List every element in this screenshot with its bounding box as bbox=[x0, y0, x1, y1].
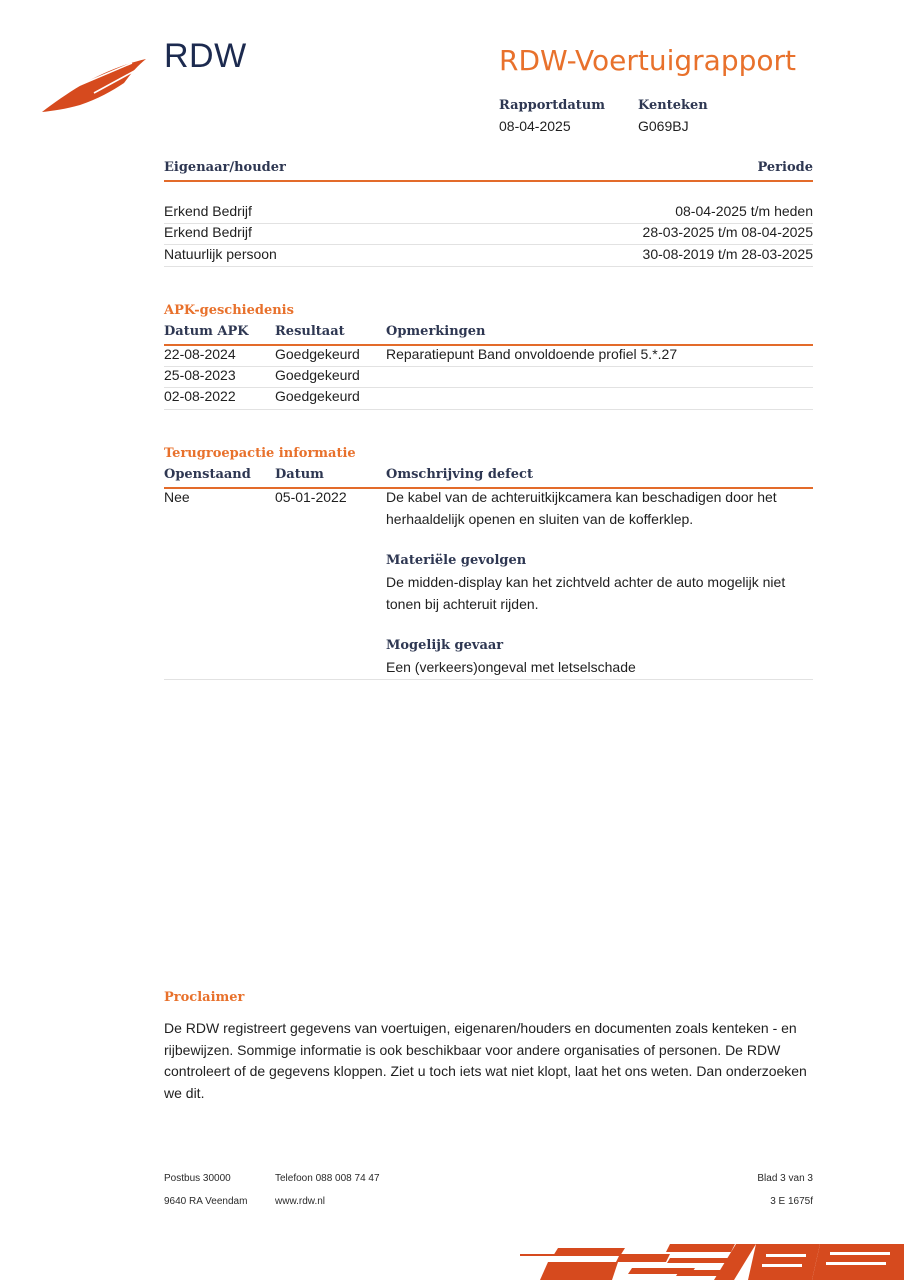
recall-defect-line: herhaaldelijk openen en sluiten van de kofferklep. bbox=[386, 511, 694, 527]
row-divider bbox=[164, 387, 813, 388]
row-divider bbox=[164, 244, 813, 245]
row-divider bbox=[164, 679, 813, 680]
owner-cell: Erkend Bedrijf bbox=[164, 224, 252, 240]
owner-column-header: Eigenaar/houder bbox=[164, 160, 286, 175]
footer-website-link[interactable]: www.rdw.nl bbox=[275, 1196, 326, 1207]
period-cell: 08-04-2025 t/m heden bbox=[675, 203, 813, 219]
apk-result-cell: Goedgekeurd bbox=[275, 346, 360, 362]
apk-result-cell: Goedgekeurd bbox=[275, 388, 360, 404]
apk-section-title: APK-geschiedenis bbox=[164, 303, 294, 318]
apk-date-cell: 02-08-2022 bbox=[164, 388, 236, 404]
footer-postbus: Postbus 30000 bbox=[164, 1173, 231, 1184]
consequences-label: Materiële gevolgen bbox=[386, 553, 527, 568]
period-cell: 28-03-2025 t/m 08-04-2025 bbox=[642, 224, 813, 240]
proclaimer-line: controleert of de gegevens kloppen. Ziet u toch iets wat niet klopt, laat het ons weten. Dan onderzoeken bbox=[164, 1063, 807, 1079]
report-title: RDW-Voertuigrapport bbox=[499, 44, 796, 77]
apk-date-header: Datum APK bbox=[164, 324, 249, 339]
recall-section-title: Terugroepactie informatie bbox=[164, 446, 356, 461]
recall-defect-header: Omschrijving defect bbox=[386, 467, 533, 482]
consequences-line: tonen bij achteruit rijden. bbox=[386, 596, 539, 612]
plate-label: Kenteken bbox=[638, 98, 708, 113]
danger-text: Een (verkeers)ongeval met letselschade bbox=[386, 659, 636, 675]
row-divider bbox=[164, 409, 813, 410]
apk-result-cell: Goedgekeurd bbox=[275, 367, 360, 383]
period-cell: 30-08-2019 t/m 28-03-2025 bbox=[642, 246, 813, 262]
recall-open-header: Openstaand bbox=[164, 467, 251, 482]
row-divider bbox=[164, 266, 813, 267]
period-column-header: Periode bbox=[757, 160, 813, 175]
owners-header bbox=[164, 160, 813, 175]
owner-cell: Natuurlijk persoon bbox=[164, 246, 277, 262]
footer-doc-code: 3 E 1675f bbox=[770, 1196, 813, 1207]
apk-date-cell: 25-08-2023 bbox=[164, 367, 236, 383]
rdw-logo-text: RDW bbox=[164, 37, 247, 75]
report-date-label: Rapportdatum bbox=[499, 98, 605, 113]
recall-open-cell: Nee bbox=[164, 489, 190, 505]
recall-defect-line: De kabel van de achteruitkijkcamera kan beschadigen door het bbox=[386, 489, 777, 505]
apk-remarks-header: Opmerkingen bbox=[386, 324, 486, 339]
footer-phone: Telefoon 088 008 74 47 bbox=[275, 1173, 380, 1184]
apk-result-header: Resultaat bbox=[275, 324, 345, 339]
rdw-feather-logo-icon bbox=[40, 55, 150, 115]
owner-cell: Erkend Bedrijf bbox=[164, 203, 252, 219]
decorative-stripes-icon bbox=[520, 1240, 904, 1280]
apk-remarks-cell: Reparatiepunt Band onvoldoende profiel 5.*.27 bbox=[386, 346, 678, 362]
report-date-value: 08-04-2025 bbox=[499, 118, 571, 134]
recall-date-cell: 05-01-2022 bbox=[275, 489, 347, 505]
proclaimer-title: Proclaimer bbox=[164, 990, 245, 1005]
danger-label: Mogelijk gevaar bbox=[386, 638, 504, 653]
recall-date-header: Datum bbox=[275, 467, 324, 482]
owners-header-rule bbox=[164, 180, 813, 182]
apk-date-cell: 22-08-2024 bbox=[164, 346, 236, 362]
proclaimer-line: we dit. bbox=[164, 1085, 205, 1101]
row-divider bbox=[164, 366, 813, 367]
consequences-line: De midden-display kan het zichtveld achter de auto mogelijk niet bbox=[386, 574, 786, 590]
proclaimer-line: De RDW registreert gegevens van voertuigen, eigenaren/houders en documenten zoals kenteken - en bbox=[164, 1020, 797, 1036]
footer-page-number: Blad 3 van 3 bbox=[757, 1173, 813, 1184]
footer-city: 9640 RA Veendam bbox=[164, 1196, 248, 1207]
plate-value: G069BJ bbox=[638, 118, 689, 134]
proclaimer-line: rijbewijzen. Sommige informatie is ook beschikbaar voor andere organisaties of personen. De RDW bbox=[164, 1042, 781, 1058]
